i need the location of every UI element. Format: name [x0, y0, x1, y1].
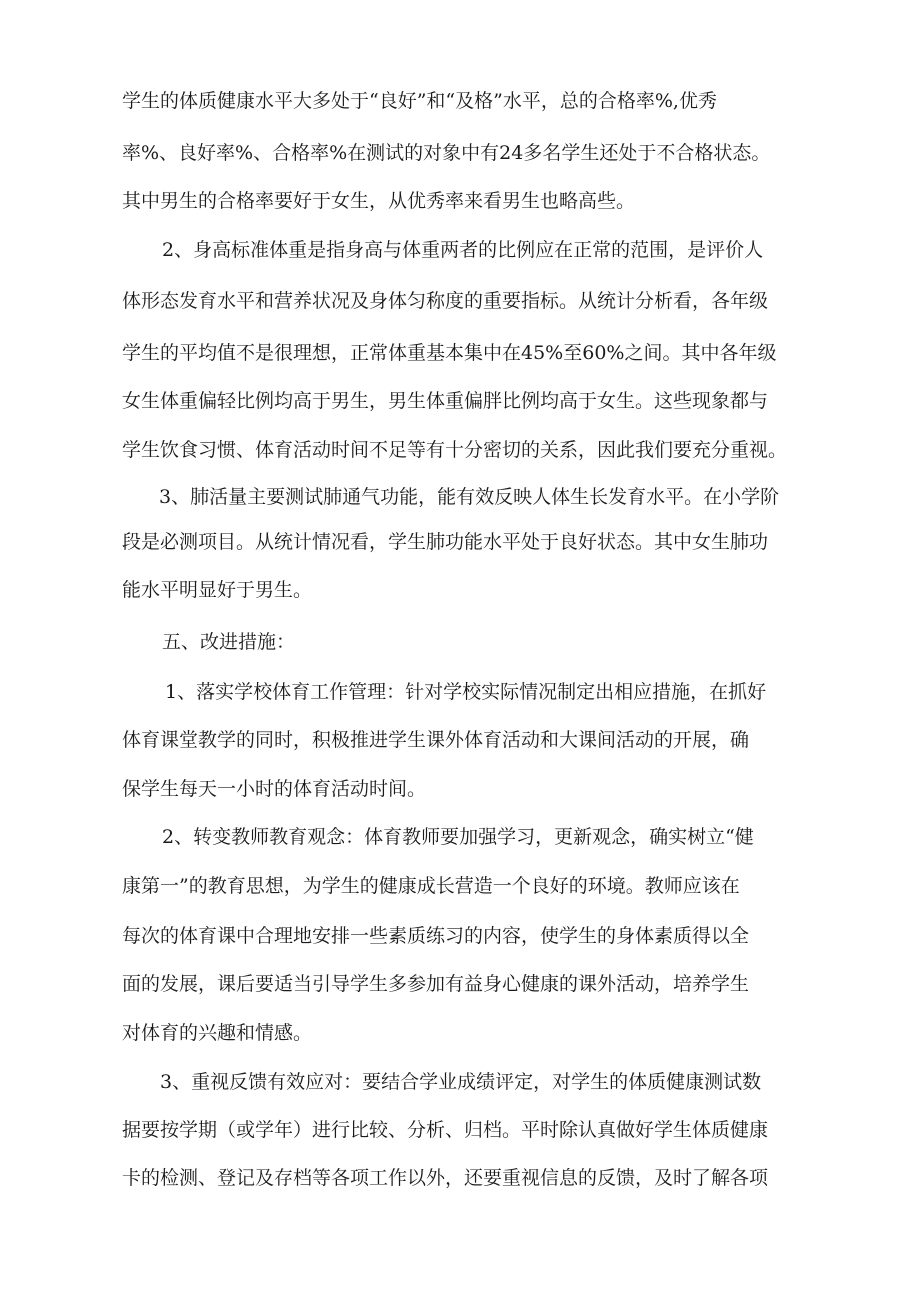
text-line: 率%、良好率%、合格率%在测试的对象中有24多名学生还处于不合格状态。	[122, 142, 771, 164]
text-line: 3、重视反馈有效应对：要结合学业成绩评定，对学生的体质健康测试数	[160, 1071, 762, 1093]
section-heading: 五、改进措施：	[162, 631, 296, 653]
text-line: 对体育的兴趣和情感。	[122, 1022, 313, 1044]
text-line: 学生饮食习惯、体育活动时间不足等有十分密切的关系，因此我们要充分重视。	[122, 439, 788, 461]
text-line: 卡的检测、登记及存档等各项工作以外，还要重视信息的反馈，及时了解各项	[122, 1167, 769, 1189]
text-line: 体育课堂教学的同时，积极推进学生课外体育活动和大课间活动的开展，确	[122, 729, 750, 751]
text-line: 3、肺活量主要测试肺通气功能，能有效反映人体生长发育水平。在小学阶	[159, 486, 780, 508]
text-line: 1、落实学校体育工作管理：针对学校实际情况制定出相应措施，在抓好	[165, 681, 767, 703]
text-line: 保学生每天一小时的体育活动时间。	[122, 778, 427, 800]
text-line: 学生的体质健康水平大多处于“良好”和“及格”水平，总的合格率%,优秀	[122, 90, 717, 112]
text-line: 2、转变教师教育观念：体育教师要加强学习，更新观念，确实树立“健	[162, 826, 754, 848]
text-line: 面的发展，课后要适当引导学生多参加有益身心健康的课外活动，培养学生	[122, 973, 750, 995]
text-line: 体形态发育水平和营养状况及身体匀称度的重要指标。从统计分析看，各年级	[122, 290, 769, 312]
text-line: 其中男生的合格率要好于女生，从优秀率来看男生也略高些。	[122, 190, 636, 212]
text-line: 每次的体育课中合理地安排一些素质练习的内容，使学生的身体素质得以全	[122, 925, 750, 947]
text-line: 能水平明显好于男生。	[122, 579, 313, 601]
text-line: 学生的平均值不是很理想，正常体重基本集中在45%至60%之间。其中各年级	[122, 342, 777, 364]
text-line: 女生体重偏轻比例均高于男生，男生体重偏胖比例均高于女生。这些现象都与	[122, 390, 769, 412]
text-line: 2、身高标准体重是指身高与体重两者的比例应在正常的范围，是评价人	[162, 239, 764, 261]
text-line: 据要按学期（或学年）进行比较、分析、归档。平时除认真做好学生体质健康	[122, 1119, 769, 1141]
text-line: 康第一”的教育思想，为学生的健康成长营造一个良好的环境。教师应该在	[122, 875, 740, 897]
text-line: 段是必测项目。从统计情况看，学生肺功能水平处于良好状态。其中女生肺功	[122, 531, 769, 553]
